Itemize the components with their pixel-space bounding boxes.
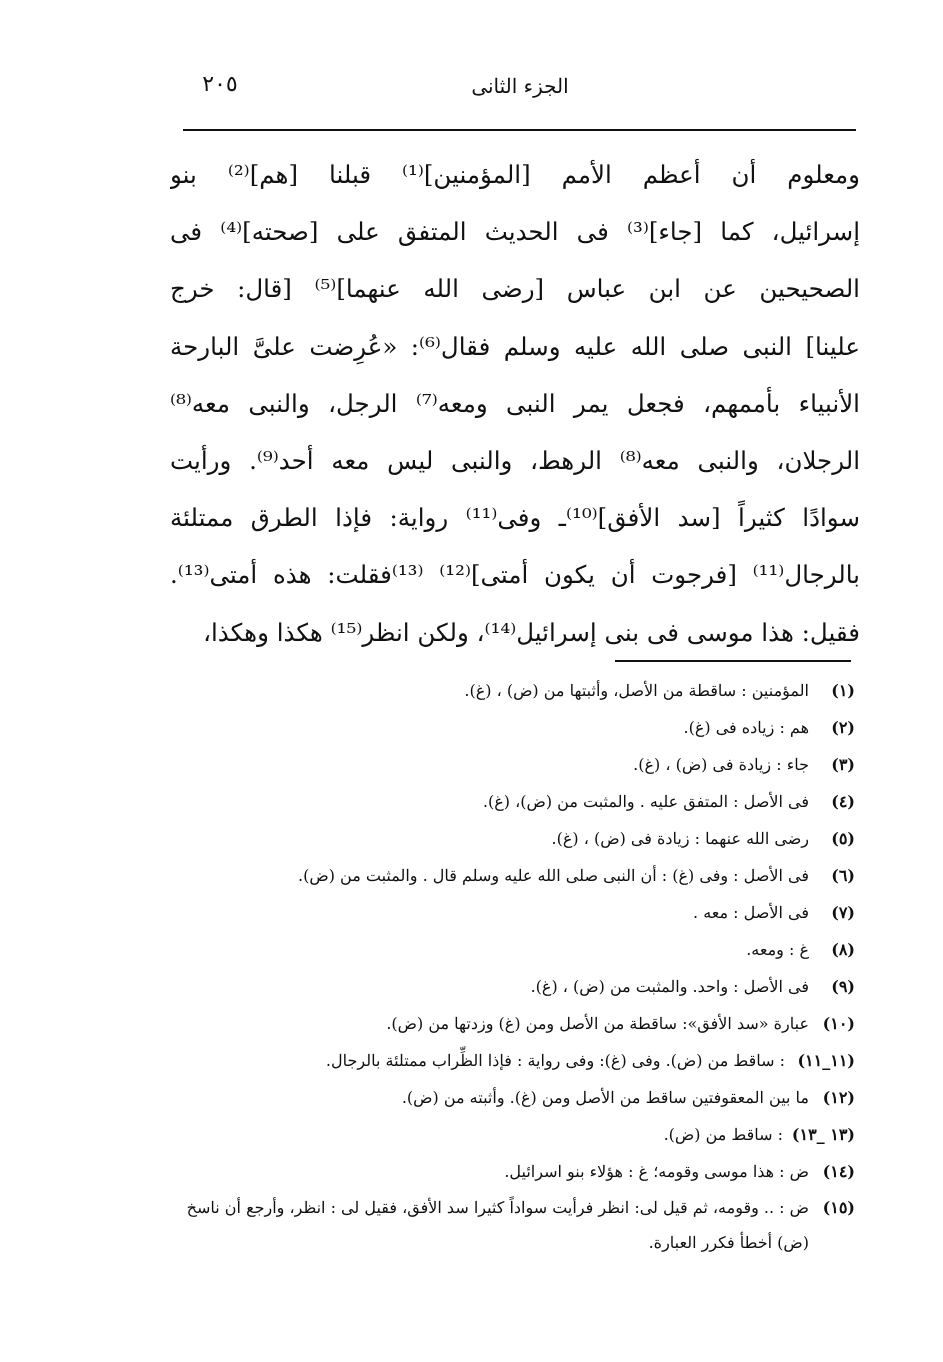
footnote-text: فى الأصل : واحد. والمثبت من (ض) ، (غ).	[530, 977, 809, 996]
footnote-item	[160, 894, 855, 931]
footnote-item	[160, 857, 855, 894]
footnote-item	[160, 1042, 855, 1079]
footnote-text: : ساقط من (ض). وفى (غ): وفى رواية : فإذا الظِّراب ممتلئة بالرجال.	[325, 1051, 785, 1070]
footnote-rule	[615, 660, 851, 662]
footnote-number: (١)	[831, 681, 855, 700]
text-line: علينا] النبى صلى الله عليه وسلم فقال⁽⁶⁾: «عُرِضت علىَّ البارحة	[170, 331, 860, 361]
footnote-number: (٣)	[831, 755, 855, 774]
footnote-number: (٥)	[831, 829, 855, 848]
footnote-text: ض : .. وقومه، ثم قيل لى: انظر فرأيت سواداً كثيرا سد الأفق، فقيل لى : انظر، وأرجع أن ناسخ (ض) أخطأ فكرر العبارة.	[186, 1198, 809, 1252]
footnote-text: رضى الله عنهما : زيادة فى (ض) ، (غ).	[551, 829, 809, 848]
footnote-number: (٩)	[831, 977, 855, 996]
footnote-number: (٢)	[831, 718, 855, 737]
main-text	[170, 146, 860, 661]
footnote-text: ما بين المعقوفتين ساقط من الأصل ومن (غ). وأثبته من (ض).	[401, 1088, 809, 1107]
footnote-item	[160, 1116, 855, 1153]
footnote-text: ض : هذا موسى وقومه؛ غ : هؤلاء بنو اسرائيل.	[504, 1162, 809, 1181]
footnote-text: غ : ومعه.	[746, 940, 809, 959]
footnote-number: (١١_١١)	[797, 1051, 855, 1070]
footnote-text: فى الأصل : معه .	[693, 903, 809, 922]
footnote-item	[160, 968, 855, 1005]
footnote-item	[160, 931, 855, 968]
footnote-item	[160, 820, 855, 857]
footnote-text: : ساقط من (ض).	[663, 1125, 783, 1144]
footnote-text: جاء : زيادة فى (ض) ، (غ).	[633, 755, 809, 774]
footnote-number: (١٥)	[822, 1198, 855, 1217]
text-line: الرجلان، والنبى معه⁽⁸⁾ الرهط، والنبى ليس معه أحد⁽⁹⁾. ورأيت	[170, 445, 860, 475]
footnote-item	[160, 1005, 855, 1042]
running-title: الجزء الثانى	[471, 74, 569, 98]
text-line: بالرجال⁽¹¹⁾ [فرجوت أن يكون أمتى]⁽¹²⁾ ⁽¹³⁾فقلت: هذه أمتى⁽¹³⁾.	[170, 560, 860, 590]
footnote-number: (٧)	[831, 903, 855, 922]
footnote-text: هم : زياده فى (غ).	[683, 718, 809, 737]
footnote-text: فى الأصل : وفى (غ) : أن النبى صلى الله عليه وسلم قال . والمثبت من (ض).	[298, 866, 809, 885]
text-line: إسرائيل، كما [جاء]⁽³⁾ فى الحديث المتفق على [صحته]⁽⁴⁾ فى	[170, 217, 860, 247]
footnote-text: المؤمنين : ساقطة من الأصل، وأثبتها من (ض) ، (غ).	[464, 681, 809, 700]
footnote-number: (٦)	[831, 866, 855, 885]
footnote-number: (٤)	[831, 792, 855, 811]
footnote-item	[160, 1153, 855, 1190]
text-line: سوادًا كثيراً [سد الأفق]⁽¹⁰⁾ـ وفى⁽¹¹⁾ رواية: فإذا الطرق ممتلئة	[170, 503, 860, 533]
text-line: الأنبياء بأممهم، فجعل يمر النبى ومعه⁽⁷⁾ الرجل، والنبى معه⁽⁸⁾	[170, 388, 860, 418]
header-rule	[183, 129, 856, 131]
footnote-number: (١٣ _١٣)	[791, 1125, 855, 1144]
text-line: ومعلوم أن أعظم الأمم [المؤمنين]⁽¹⁾ قبلنا [هم]⁽²⁾ بنو	[170, 160, 860, 189]
footnote-number: (١٤)	[822, 1162, 855, 1181]
footnote-item	[160, 672, 855, 709]
text-line: فقيل: هذا موسى فى بنى إسرائيل⁽¹⁴⁾، ولكن انظر⁽¹⁵⁾ هكذا وهكذا،	[203, 617, 860, 647]
footnotes	[160, 672, 855, 1260]
footnote-item	[160, 1079, 855, 1116]
footnote-text: فى الأصل : المتفق عليه . والمثبت من (ض)، (غ).	[482, 792, 809, 811]
footnote-item	[160, 709, 855, 746]
page-number: ٢٠٥	[202, 72, 238, 97]
footnote-text: عبارة «سد الأفق»: ساقطة من الأصل ومن (غ) وزدتها من (ض).	[386, 1014, 809, 1033]
footnote-number: (٨)	[831, 940, 855, 959]
footnote-number: (١٠)	[822, 1014, 855, 1033]
footnote-item	[160, 1190, 855, 1260]
footnote-item	[160, 746, 855, 783]
footnote-item	[160, 783, 855, 820]
text-line: الصحيحين عن ابن عباس [رضى الله عنهما]⁽⁵⁾ [قال: خرج	[170, 274, 860, 304]
footnote-number: (١٢)	[822, 1088, 855, 1107]
